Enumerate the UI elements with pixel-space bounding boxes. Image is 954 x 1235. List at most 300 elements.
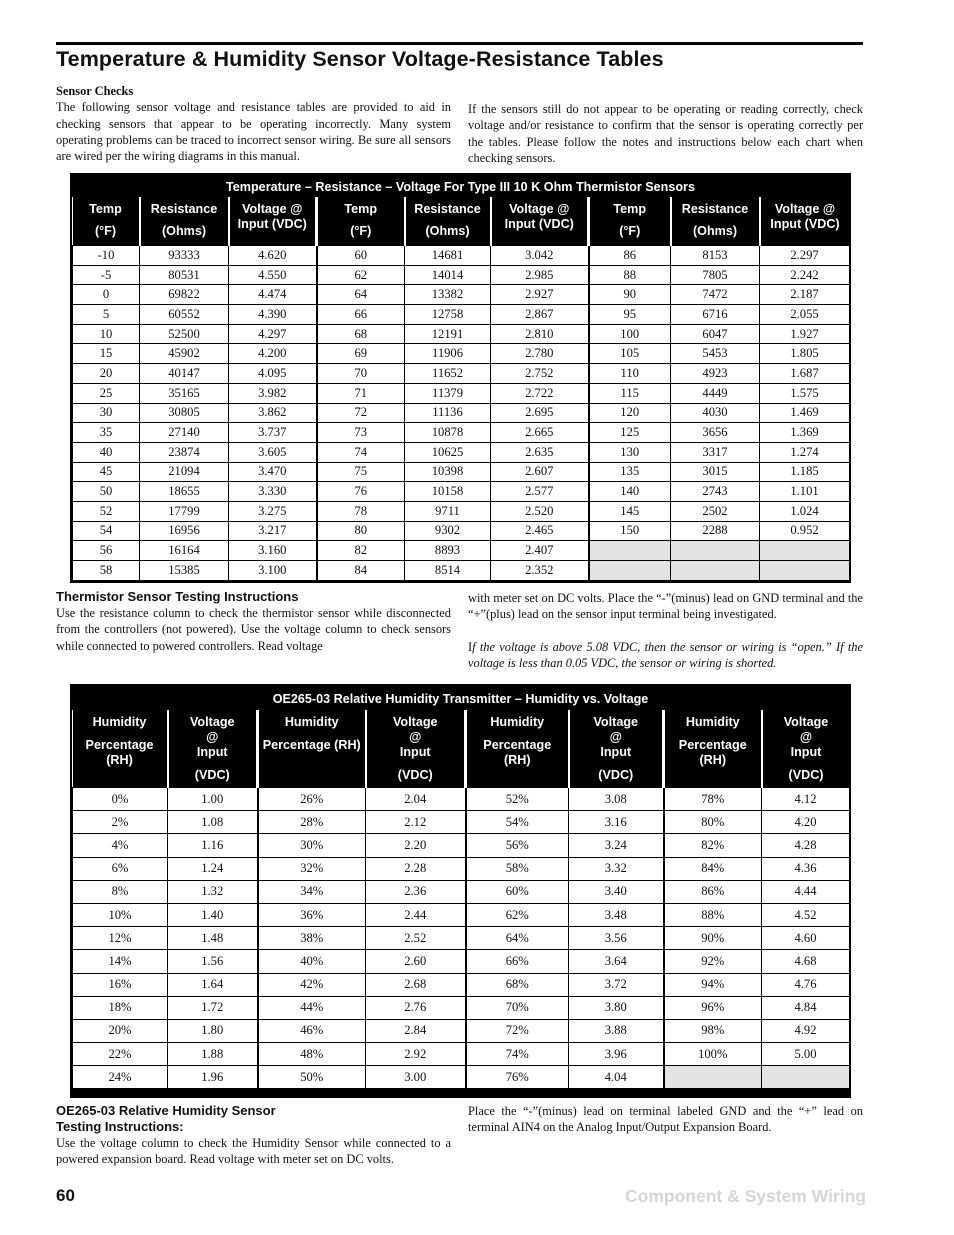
t2-header-7	[762, 710, 850, 788]
table-cell: 4.60	[762, 927, 850, 950]
t2-header-line: Percentage (RH)	[483, 738, 552, 767]
table-cell: 2.407	[491, 541, 589, 561]
table-cell: 84%	[664, 857, 762, 880]
table-cell: 100	[589, 324, 671, 344]
table-cell: 2.465	[491, 521, 589, 541]
t1-header-8	[760, 197, 850, 246]
table-cell: 4.20	[762, 811, 850, 834]
table-cell: 3.100	[229, 561, 317, 581]
humidity-instructions-heading-2: Testing Instructions:	[56, 1119, 184, 1134]
table-cell: 46%	[258, 1019, 366, 1042]
table-cell: 3.40	[569, 880, 664, 903]
table-cell: 14681	[405, 246, 491, 266]
table-cell: 92%	[664, 950, 762, 973]
table-cell: 16%	[73, 973, 168, 996]
table-cell: 82%	[664, 834, 762, 857]
footer-section-title: Component & System Wiring	[625, 1186, 866, 1206]
table-row	[73, 811, 850, 834]
note-dropcap: I	[468, 639, 473, 654]
table-cell: 69	[317, 344, 405, 364]
table-cell: 28%	[258, 811, 366, 834]
table-cell: 4.68	[762, 950, 850, 973]
table-cell: 3.88	[569, 1019, 664, 1042]
table-cell: 2.04	[366, 788, 466, 811]
table-row	[73, 364, 850, 384]
table-cell: 2.52	[366, 927, 466, 950]
table-cell: 2.520	[491, 501, 589, 521]
humidity-instructions-heading-1: OE265-03 Relative Humidity Sensor	[56, 1103, 276, 1118]
table-cell: 3.982	[229, 383, 317, 403]
table-cell: 3.64	[569, 950, 664, 973]
table-cell: 20	[73, 364, 140, 384]
t2-header-line: Input	[399, 745, 431, 759]
table-cell: 90	[589, 285, 671, 305]
table-cell: 2.780	[491, 344, 589, 364]
table-cell: 11652	[405, 364, 491, 384]
table-cell: 18655	[140, 482, 229, 502]
table-cell: 1.32	[168, 880, 258, 903]
table-cell: 9711	[405, 501, 491, 521]
table-row	[73, 246, 850, 266]
table-cell: 1.48	[168, 927, 258, 950]
table-cell: 45902	[140, 344, 229, 364]
table-cell: 88%	[664, 903, 762, 926]
thermistor-instructions-text: Use the resistance column to check the thermistor sensor while disconnected from the controllers (not powered). Use the voltage column to check sensors while connected to powered controllers. Read voltage	[56, 606, 451, 653]
table-cell: 1.469	[760, 403, 850, 423]
table-cell: 27140	[140, 423, 229, 443]
table-cell: 93333	[140, 246, 229, 266]
table-cell: 4.12	[762, 788, 850, 811]
table-cell: 1.72	[168, 996, 258, 1019]
table-cell: 68%	[466, 973, 569, 996]
table-cell: 2.577	[491, 482, 589, 502]
table-row	[73, 442, 850, 462]
table-cell: 5453	[671, 344, 760, 364]
table-cell: 2.665	[491, 423, 589, 443]
t1-header-line: Voltage @	[509, 202, 570, 216]
table-cell: 45	[73, 462, 140, 482]
table-cell: 23874	[140, 442, 229, 462]
table-cell: 30%	[258, 834, 366, 857]
table-cell: 4923	[671, 364, 760, 384]
page-title: Temperature & Humidity Sensor Voltage-Resistance Tables	[56, 47, 664, 71]
table-cell: 30805	[140, 403, 229, 423]
t1-header-line: (Ohms)	[425, 224, 470, 238]
table-cell: 1.369	[760, 423, 850, 443]
table-cell: 4.550	[229, 265, 317, 285]
table-cell: 7805	[671, 265, 760, 285]
table-row	[73, 561, 850, 581]
t1-header-line: Temp	[89, 202, 122, 216]
title-rule	[56, 42, 863, 45]
thermistor-data-table	[72, 197, 850, 581]
table-cell: 60%	[466, 880, 569, 903]
table-cell: 3.56	[569, 927, 664, 950]
t2-header-line: (VDC)	[788, 768, 824, 782]
t1-header-3	[317, 197, 405, 246]
table-cell: 12191	[405, 324, 491, 344]
t2-header-line: Humidity	[92, 715, 147, 729]
table-cell: 74%	[466, 1043, 569, 1066]
table-cell: 56%	[466, 834, 569, 857]
table-cell: 58%	[466, 857, 569, 880]
table-cell: 2.20	[366, 834, 466, 857]
table-cell: 38%	[258, 927, 366, 950]
table-cell: 12758	[405, 305, 491, 325]
table-cell: 16956	[140, 521, 229, 541]
t2-header-3	[366, 710, 466, 788]
table-cell: 5	[73, 305, 140, 325]
table-cell: 76	[317, 482, 405, 502]
table-cell: -10	[73, 246, 140, 266]
note-text: f the voltage is above 5.08 VDC, then the sensor or wiring is “open.” If the voltage is less than 0.05 VDC, the sensor or wiring is shorted.	[468, 639, 863, 670]
table-cell: 3.72	[569, 973, 664, 996]
table-cell: 1.687	[760, 364, 850, 384]
table-cell: 76%	[466, 1066, 569, 1089]
table-cell: 35165	[140, 383, 229, 403]
table-cell: 3.160	[229, 541, 317, 561]
table-cell: 3.737	[229, 423, 317, 443]
table-cell: 10158	[405, 482, 491, 502]
table-cell: 125	[589, 423, 671, 443]
table-cell: 26%	[258, 788, 366, 811]
table-cell: 32%	[258, 857, 366, 880]
table-cell: 10	[73, 324, 140, 344]
table-cell: 1.927	[760, 324, 850, 344]
table-row	[73, 541, 850, 561]
page-number: 60	[56, 1186, 75, 1205]
humidity-instructions-text: Use the voltage column to check the Humidity Sensor while connected to a powered expansion board. Read voltage with meter set on DC volts.	[56, 1136, 451, 1167]
t2-header-line: Input	[600, 745, 632, 759]
table-cell: 34%	[258, 880, 366, 903]
table-cell: 115	[589, 383, 671, 403]
table-cell: 42%	[258, 973, 366, 996]
table-cell: 15385	[140, 561, 229, 581]
table-cell: 1.274	[760, 442, 850, 462]
table-row	[73, 482, 850, 502]
table-cell: 4.84	[762, 996, 850, 1019]
table-cell: 2.810	[491, 324, 589, 344]
table-cell: 2.867	[491, 305, 589, 325]
table-cell: 1.56	[168, 950, 258, 973]
table-row	[73, 950, 850, 973]
table-cell: 3.32	[569, 857, 664, 880]
table-cell: 13382	[405, 285, 491, 305]
table-cell: 3656	[671, 423, 760, 443]
table-row	[73, 305, 850, 325]
t2-header-1	[168, 710, 258, 788]
t1-header-line: Input (VDC)	[504, 217, 574, 231]
t1-header-line: Input (VDC)	[237, 217, 307, 231]
t1-header-line: Resistance	[681, 202, 749, 216]
table-cell: 2.722	[491, 383, 589, 403]
table-cell: 3.00	[366, 1066, 466, 1089]
t2-header-line: Voltage	[783, 715, 829, 729]
table-cell: 4.620	[229, 246, 317, 266]
table-cell: 3.217	[229, 521, 317, 541]
table-cell: 52500	[140, 324, 229, 344]
table-cell: 4.92	[762, 1019, 850, 1042]
table-cell: 2.055	[760, 305, 850, 325]
table-cell: 145	[589, 501, 671, 521]
table-cell: 3.470	[229, 462, 317, 482]
table-cell: 84	[317, 561, 405, 581]
table-cell	[589, 561, 671, 581]
table-row	[73, 880, 850, 903]
table-cell: 2.68	[366, 973, 466, 996]
thermistor-instructions-heading: Thermistor Sensor Testing Instructions	[56, 589, 299, 604]
t2-header-line: @	[409, 730, 422, 744]
table-row	[73, 383, 850, 403]
table-cell: 3.330	[229, 482, 317, 502]
table-row	[73, 834, 850, 857]
t1-header-line: Temp	[613, 202, 647, 216]
table-row	[73, 996, 850, 1019]
thermistor-voltage-note	[468, 639, 863, 672]
table-row	[73, 501, 850, 521]
table-cell: 2.76	[366, 996, 466, 1019]
table-row	[73, 462, 850, 482]
table-cell: 95	[589, 305, 671, 325]
table-cell: 2.242	[760, 265, 850, 285]
table-cell: 1.00	[168, 788, 258, 811]
table-cell: 4.095	[229, 364, 317, 384]
table-row	[73, 1043, 850, 1066]
table-cell: 0%	[73, 788, 168, 811]
sensor-checks-left-text: The following sensor voltage and resistance tables are provided to aid in checking sensors that appear to be operating incorrectly. Many system operating problems can be traced to incorrect sensor wiring. Be sure all sensors are wired per the wiring diagrams in this manual.	[56, 100, 451, 164]
table-cell: 3.16	[569, 811, 664, 834]
table-cell: 3.24	[569, 834, 664, 857]
table-cell: 80	[317, 521, 405, 541]
table-cell: 90%	[664, 927, 762, 950]
table-cell: 98%	[664, 1019, 762, 1042]
table-cell: 6047	[671, 324, 760, 344]
t1-header-line: Resistance	[150, 202, 218, 216]
table-cell: 8153	[671, 246, 760, 266]
t2-header-line: Percentage (RH)	[262, 738, 361, 752]
table-cell: 60	[317, 246, 405, 266]
t2-header-line: Humidity	[490, 715, 545, 729]
table-cell: 75	[317, 462, 405, 482]
table-cell: 18%	[73, 996, 168, 1019]
table-cell: 35	[73, 423, 140, 443]
humidity-table	[70, 684, 851, 1098]
t2-header-line: Humidity	[685, 715, 740, 729]
table-cell: 120	[589, 403, 671, 423]
table-cell: 17799	[140, 501, 229, 521]
table-cell: 135	[589, 462, 671, 482]
table-cell	[762, 1066, 850, 1089]
table-cell	[664, 1066, 762, 1089]
table-row	[73, 521, 850, 541]
t2-header-5	[569, 710, 664, 788]
t1-header-line: (°F)	[94, 224, 117, 238]
t2-header-line: @	[609, 730, 622, 744]
table-cell: 2.752	[491, 364, 589, 384]
table-row	[73, 344, 850, 364]
table-cell: 44%	[258, 996, 366, 1019]
sensor-checks-right-text: If the sensors still do not appear to be operating or reading correctly, check voltage and/or resistance to confirm that the sensor is operating correctly per the tables. Please follow the notes and instructions below each chart when checking sensors.	[468, 102, 863, 165]
t1-header-line: Temp	[344, 202, 378, 216]
table-row	[73, 403, 850, 423]
t2-header-0	[73, 710, 168, 788]
table-cell: 1.80	[168, 1019, 258, 1042]
table-cell: 66%	[466, 950, 569, 973]
table-row	[73, 324, 850, 344]
table-cell: 2.927	[491, 285, 589, 305]
table-cell: 11136	[405, 403, 491, 423]
table-cell: 80531	[140, 265, 229, 285]
table-cell: 40%	[258, 950, 366, 973]
table-cell: 2.297	[760, 246, 850, 266]
table-cell: 8514	[405, 561, 491, 581]
table-cell: 82	[317, 541, 405, 561]
table-cell: 4449	[671, 383, 760, 403]
table-cell: 2.92	[366, 1043, 466, 1066]
table-cell: 6716	[671, 305, 760, 325]
t2-header-line: Percentage (RH)	[678, 738, 747, 767]
table-cell: 69822	[140, 285, 229, 305]
table-cell: 2288	[671, 521, 760, 541]
table-cell: 10%	[73, 903, 168, 926]
table-cell: 10878	[405, 423, 491, 443]
table-cell: 10625	[405, 442, 491, 462]
table-cell: 2.187	[760, 285, 850, 305]
t1-header-line: (°F)	[350, 224, 372, 238]
table-cell: 74	[317, 442, 405, 462]
t2-header-6	[664, 710, 762, 788]
t2-header-line: @	[799, 730, 813, 744]
table-cell: 62	[317, 265, 405, 285]
table-row	[73, 788, 850, 811]
table-cell: 70%	[466, 996, 569, 1019]
table-cell: 25	[73, 383, 140, 403]
table-cell: 86	[589, 246, 671, 266]
table-cell: 50%	[258, 1066, 366, 1089]
table-cell: 1.24	[168, 857, 258, 880]
table-cell: 2.28	[366, 857, 466, 880]
table-row	[73, 1066, 850, 1089]
table-cell: 22%	[73, 1043, 168, 1066]
table-cell: 3.80	[569, 996, 664, 1019]
table-cell: 68	[317, 324, 405, 344]
table-cell: 3.96	[569, 1043, 664, 1066]
table-cell	[589, 541, 671, 561]
table-cell: 1.96	[168, 1066, 258, 1089]
table-cell: 40147	[140, 364, 229, 384]
table-cell: 73	[317, 423, 405, 443]
table-cell: 72	[317, 403, 405, 423]
table-cell: 7472	[671, 285, 760, 305]
table-cell: 3.042	[491, 246, 589, 266]
t2-header-line: @	[206, 730, 219, 744]
table-cell: 3.605	[229, 442, 317, 462]
table-cell: 0	[73, 285, 140, 305]
table-cell: 52	[73, 501, 140, 521]
table-cell: 2.695	[491, 403, 589, 423]
table-cell: 2.607	[491, 462, 589, 482]
humidity-instructions-right: Place the “-”(minus) lead on terminal labeled GND and the “+” lead on terminal AIN4 on the Analog Input/Output Expansion Board.	[468, 1104, 863, 1135]
table-cell: 1.64	[168, 973, 258, 996]
t2-header-4	[466, 710, 569, 788]
table-cell: 3.275	[229, 501, 317, 521]
table-cell: 36%	[258, 903, 366, 926]
humidity-instructions-left	[56, 1103, 451, 1168]
table-cell	[760, 541, 850, 561]
table-cell: 96%	[664, 996, 762, 1019]
table-cell: 15	[73, 344, 140, 364]
table-cell: 21094	[140, 462, 229, 482]
table-cell: 72%	[466, 1019, 569, 1042]
table-cell: 64%	[466, 927, 569, 950]
t1-header-line: Resistance	[414, 202, 481, 216]
t1-header-line: (Ohms)	[161, 224, 207, 238]
t1-header-line: (Ohms)	[692, 224, 738, 238]
table-cell: 16164	[140, 541, 229, 561]
table-cell: 20%	[73, 1019, 168, 1042]
t2-header-line: (VDC)	[598, 768, 634, 782]
table-cell: 3015	[671, 462, 760, 482]
t2-header-line: Voltage	[189, 715, 235, 729]
table-cell: 14014	[405, 265, 491, 285]
table-cell: 78	[317, 501, 405, 521]
t1-header-line: Input (VDC)	[770, 217, 840, 231]
table-cell: 6%	[73, 857, 168, 880]
table-cell: 2.635	[491, 442, 589, 462]
t1-header-7	[671, 197, 760, 246]
table-cell: 9302	[405, 521, 491, 541]
table-cell: 4.390	[229, 305, 317, 325]
table-cell: 70	[317, 364, 405, 384]
table-row	[73, 285, 850, 305]
t2-header-2	[258, 710, 366, 788]
table-cell: 24%	[73, 1066, 168, 1089]
table-cell: 80%	[664, 811, 762, 834]
table-cell: 10398	[405, 462, 491, 482]
table-cell: 4.474	[229, 285, 317, 305]
table-cell: 1.88	[168, 1043, 258, 1066]
table-cell: 40	[73, 442, 140, 462]
t1-header-1	[140, 197, 229, 246]
table-cell: 2743	[671, 482, 760, 502]
table-cell: 4.44	[762, 880, 850, 903]
table-cell	[671, 561, 760, 581]
table-cell: 4030	[671, 403, 760, 423]
thermistor-table	[70, 173, 851, 583]
table-cell: -5	[73, 265, 140, 285]
t2-header-line: Voltage	[392, 715, 438, 729]
table-cell: 4%	[73, 834, 168, 857]
t1-header-0	[73, 197, 140, 246]
table-row	[73, 927, 850, 950]
table-cell: 64	[317, 285, 405, 305]
table-cell: 3.08	[569, 788, 664, 811]
table-cell: 30	[73, 403, 140, 423]
table-cell: 1.185	[760, 462, 850, 482]
table-cell: 150	[589, 521, 671, 541]
table-cell: 4.04	[569, 1066, 664, 1089]
t2-header-line: Voltage	[593, 715, 639, 729]
table-cell: 140	[589, 482, 671, 502]
table-cell: 4.297	[229, 324, 317, 344]
table-cell: 110	[589, 364, 671, 384]
sensor-checks-left	[56, 83, 451, 164]
table-cell: 2.985	[491, 265, 589, 285]
table-cell: 1.16	[168, 834, 258, 857]
table-row	[73, 423, 850, 443]
t1-header-5	[491, 197, 589, 246]
table-row	[73, 903, 850, 926]
